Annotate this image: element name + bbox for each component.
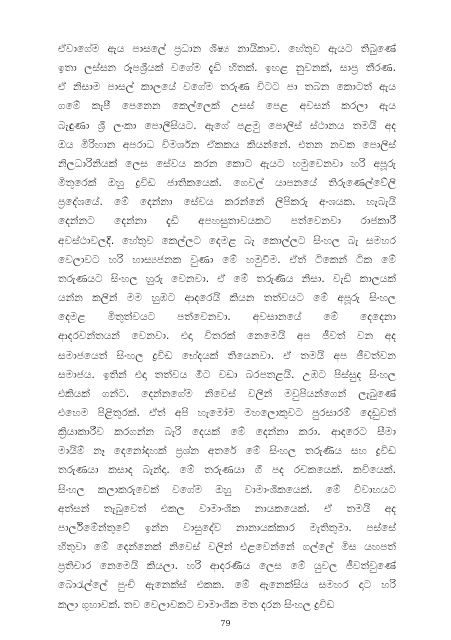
text-line: තරුණයා කසාද බැන්දා. මේ තරුණයා ගී පද රචකයෙක්. කවියෙක්. [58, 464, 396, 477]
text-line: ගමේ කැපී පෙනෙන කෙල්ලෙක් උසස් පෙළ අවසන් කරලා ඇය [58, 100, 396, 113]
text-line: ඉතා ලස්සන රූපශ්‍රීයක් වගේම දැඩි හිතක්. ඉහළ නුවනක්, සාප්‍ර තීරණ. [58, 62, 396, 75]
text-line: පාර්ලිමේන්තුවේ ඉන්න වාසුදේව නානායක්කාර මැතිතුමා. පස්සේ [58, 521, 396, 534]
page-number: 79 [220, 619, 231, 628]
text-line: අත්සන් තැබුවෙත් එකල වාමාංශික නායකයෙක්. ඒ තමයි අද [58, 502, 396, 515]
text-line: සිංහල කලාකරුවෙක් වගේම ඔහු වාමාංශිකයෙක්. මේ විවාහයට [58, 483, 396, 496]
text-line: අවස්ථාවලදී. හේතුව කෙල්ලට දෙමළ බැ කොල්ලට සිංහල බැ සමහර [58, 234, 396, 247]
text-line: මිතුරෙක් ඔහු ද්‍රවිඩ ජාතිකයෙක්. ගෙවල් යාපනයේ තිරුණෙල්වේලි [58, 177, 396, 190]
text-line: ප්‍රදේශයේ. මේ දෙන්නා සේවය කරන්නේ ලිපිකරු අංශයක. හැබැයි [58, 196, 396, 209]
text-line: තරුණයට සිංහල හුරු වෙනවා. ඒ මේ තරුණිය නිසා. වැඩි කාලයක් [58, 272, 396, 285]
text-line: ක්‍රියාකාරීව කරගන්න බැරි දෙයක් මේ දෙන්නා කරා. ආදරෙට සීමා [58, 426, 396, 439]
text-line: හිතුවා මේ දෙන්නෙක් නිවෙස් වලින් එළවෙන්නේ ගල්ලේ මිස යහපත් [58, 541, 396, 554]
text-line: සමාජයෙත් සිංහල ද්‍රවිඩ භේදයක් තියෙනවා. ඒ තමයි අප ජීවත්වන [58, 349, 396, 362]
text-line: ඒවාගේම ඇය පාසලේ ප්‍රධාන ශිෂ්‍ය නායිකාව. හේතුව ඇයට තිබුණේ [58, 43, 396, 55]
text-line: එහෙම පිළිතුරක්. ඒත් අපි හැමෝම මහලොකුවට පුරසාරම් දෙඩුවත් [58, 406, 396, 419]
text-line: ආදරවන්තයන් වෙනවා. එදා විතරක් නෙමෙයි අප ජීවත් වන අද [58, 330, 396, 343]
text-line: කලා ගුහාවක්. තව වෙලාවකට වාමාංශික මත දරන සිංහල ද්‍රවිඩ [58, 598, 335, 611]
text-line: යන්න කලින් මම හුඹට ආදරෙයි කියන තත්වයට මේ අපූරු සිංහල [58, 292, 396, 305]
body-paragraph [58, 40, 396, 615]
text-line: දෙන්නට දෙන්නා දැඩි අපහසුතාවයකට පත්වෙනවා රාජකාරී [58, 215, 396, 228]
text-line: වෙලාවට හරි හාස්‍යජනක වුණා මේ හමුවීම. ඒත් ටිකෙන් ටික මේ [58, 253, 396, 266]
text-line: එකියක් ගන්ට. දෙන්නගේම නිවෙස් වලින් මවුපියන්ගෙන් ලැබුණේ [58, 387, 396, 400]
text-line: ඒ නිසාම පාසල් කාලයේ වගේම තරුණ විටට පා තබන කොටත් ඇය [58, 81, 396, 94]
text-line: දෙමළ මිතුත්වයට පත්වෙනවා. අවසානයේ මේ දෙදෙනා [58, 311, 396, 324]
text-line: නිලධාරිනියක් ලෙස සේවය කරන කොට ඇයට හමුවෙනවා හරි අපූරු [58, 157, 396, 170]
text-line: බොරැල්ලේ පුංචි ඇනෙක්ස් එකක. මේ ඇනෙක්සිය සමහර දාට හරි [58, 579, 396, 592]
text-line: සමාජය. ඉතින් එදා තත්වය මීට වඩා බරපතළයි. උඹට පිස්සුද සිංහල [58, 368, 396, 381]
text-line: බැඳුණා ශ්‍රී ලංකා පොලීසියට. ඇගේ පළමු පොලිස් ස්ථානය තමයි අද [58, 119, 396, 132]
text-line: මායිම් නෑ දෙනෝදහක් ප්‍රශ්න අතරේ මේ සිංහල තරුණිය සහ ද්‍රවිඩ [58, 445, 396, 458]
text-line: ඔය මිරිහාන අපරාධ විමර්ශන ඒකකය කියන්නේ. එතන නවක පොලිස් [58, 138, 396, 151]
text-line: ප්‍රතිචාර නෙමෙයි කියලා. හරි ආදරණීය ලෙස මේ යුවල ජීවත්වුණේ [58, 560, 396, 573]
